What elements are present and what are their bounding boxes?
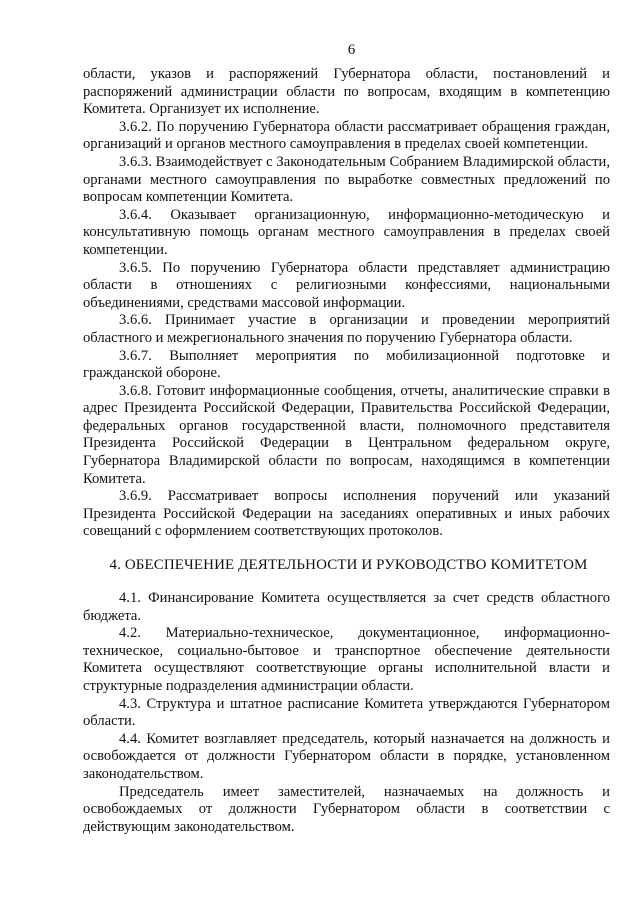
section-4-body — [83, 590, 610, 836]
paragraph-3-6-3: 3.6.3. Взаимодействует с Законодательным Собранием Владимирской области, органами местного самоуправления по выработке совместных предложений по вопросам компетенции Комитета. — [83, 153, 610, 206]
paragraph-3-6-8: 3.6.8. Готовит информационные сообщения, отчеты, аналитические справки в адрес Президента Российской Федерации, Правительства Российской Федерации, федеральных органов государственной власти, полномочного представителя Президента Российской Федерации в Центральном федеральном округе, Губернатора Владимирской области по вопросам, находящимся в компетенции Комитета. — [83, 382, 610, 487]
paragraph-4-3: 4.3. Структура и штатное расписание Комитета утверждаются Губернатором области. — [83, 695, 610, 730]
paragraph-continuation: области, указов и распоряжений Губернатора области, постановлений и распоряжений администрации области по вопросам, входящим в компетенцию Комитета. Организует их исполнение. — [83, 66, 610, 118]
paragraph-4-2: 4.2. Материально-техническое, документационное, информационно-техническое, социально-бытовое и транспортное обеспечение деятельности Комитета осуществляют соответствующие органы исполнительной власти и структурные подразделения администрации области. — [83, 625, 610, 694]
paragraph-3-6-7: 3.6.7. Выполняет мероприятия по мобилизационной подготовке и гражданской обороне. — [83, 347, 610, 382]
paragraph-deputies: Председатель имеет заместителей, назначаемых на должность и освобождаемых от должности Губернатором области в соответствии с действующим законодательством. — [83, 783, 610, 835]
paragraph-3-6-5: 3.6.5. По поручению Губернатора области представляет администрацию области в отношениях с религиозными конфессиями, национальными объединениями, средствами массовой информации. — [83, 259, 610, 311]
paragraph-3-6-9: 3.6.9. Рассматривает вопросы исполнения поручений или указаний Президента Российской Федерации на заседаниях оперативных и иных рабочих совещаний с оформлением соответствующих протоколов. — [83, 488, 610, 540]
paragraph-4-4: 4.4. Комитет возглавляет председатель, который назначается на должность и освобождается от должности Губернатором области в порядке, установленном законодательством. — [83, 730, 610, 782]
paragraph-3-6-6: 3.6.6. Принимает участие в организации и проведении мероприятий областного и межрегионального значения по поручению Губернатора области. — [83, 312, 610, 346]
section-3-continuation — [83, 66, 610, 541]
paragraph-3-6-2: 3.6.2. По поручению Губернатора области рассматривает обращения граждан, организаций и органов местного самоуправления в пределах своей компетенции. — [83, 118, 610, 153]
paragraph-4-1: 4.1. Финансирование Комитета осуществляется за счет средств областного бюджета. — [83, 590, 610, 624]
paragraph-3-6-4: 3.6.4. Оказывает организационную, информационно-методическую и консультативную помощь органам местного самоуправления в пределах своей компетенции. — [83, 206, 610, 258]
page-number: 6 — [347, 42, 356, 58]
section-4-heading: 4. ОБЕСПЕЧЕНИЕ ДЕЯТЕЛЬНОСТИ И РУКОВОДСТВО КОМИТЕТОМ — [109, 557, 588, 574]
